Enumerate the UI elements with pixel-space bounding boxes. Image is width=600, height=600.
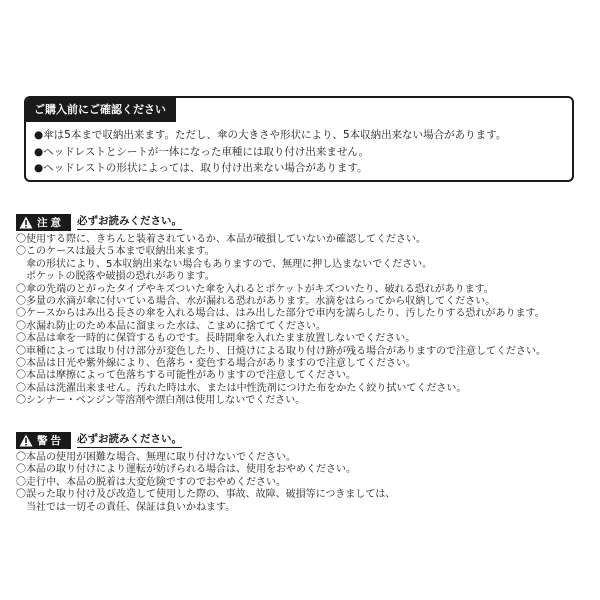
caution-label: 注意 <box>37 216 64 229</box>
caution-item: 〇シンナー・ベンジン等溶剤や漂白剤は使用しないでください。 <box>16 395 306 407</box>
caution-item: 〇本品は摩擦によって色落ちする可能性がありますので注意してください。 <box>16 370 356 382</box>
caution-item: 〇本品は日光や紫外線により、色落ち・変色する場合がありますので注意してください。 <box>16 358 416 370</box>
warning-item: 〇本品の取り付けにより運転が妨げられる場合は、使用をおやめください。 <box>16 464 356 476</box>
caution-item: 〇多量の水滴が傘に付いている場合、水が漏れる恐れがあります。水滴をはらってから収納してください。 <box>16 296 496 308</box>
caution-item: 〇本品は傘を一時的に保管するものです。長時間傘を入れたまま放置しないでください。 <box>16 333 416 345</box>
caution-item-continuation: ポケットの脱落や破損の恐れがあります。 <box>26 271 215 283</box>
warning-item: 〇本品の使用が困難な場合、無理に取り付けないでください。 <box>16 452 296 463</box>
caution-must-read: 必ずお読みください。 <box>77 214 182 230</box>
caution-list <box>16 234 590 408</box>
warning-label: 警告 <box>37 434 64 447</box>
caution-item: 〇ケースからはみ出る長さの傘を入れる場合は、はみ出した部分で車内を濡らしたり、汚したりする恐れがあります。 <box>16 308 545 320</box>
caution-item: 〇傘の先端のとがったタイプやキズついた傘を入れるとポケットがキズついたり、破れる恐れがあります。 <box>16 283 494 295</box>
caution-item: 〇車種によっては取り付け部分が変色したり、日焼けによる取り付け跡が残る場合がありますので注意してください。 <box>16 345 546 357</box>
caution-item: 〇本品は洗濯出来ません。汚れた時は水、または中性洗剤につけた布をかたく絞り拭いてください。 <box>16 382 467 394</box>
warning-triangle-icon <box>19 434 33 447</box>
warning-item: 〇走行中、本品の脱着は大変危険ですのでおやめください。 <box>16 476 286 488</box>
notice-item: ●ヘッドレストとシートが一体になった車種には取り付け出来ません。 <box>34 145 369 158</box>
notice-item: ●ヘッドレストの形状によっては、取り付け出来ない場合があります。 <box>34 162 368 174</box>
warning-must-read: 必ずお読みください。 <box>77 432 182 448</box>
caution-item-continuation: 傘の形状により、5本収納出来ない場合もありますので、無理に押し込まないでください。 <box>26 258 433 270</box>
pre-purchase-notice-list <box>34 127 568 177</box>
caution-section <box>16 212 590 408</box>
warning-header <box>16 430 590 450</box>
caution-item: 〇このケースは最大５本まで収納出来ます。 <box>16 246 215 258</box>
warning-item: 〇誤った取り付け及び改造して使用した際の、事故、故障、破損等につきましては、 <box>16 489 396 501</box>
warning-triangle-icon <box>19 216 33 229</box>
notice-item: ●傘は5本まで収納出来ます。ただし、傘の大きさや形状により、5本収納出来ない場合があります。 <box>34 129 507 141</box>
warning-label-box <box>16 432 71 449</box>
warning-list <box>16 452 590 514</box>
caution-item: 〇使用する際に、きちんと装着されているか、本品が破損していないか確認してください。 <box>16 234 426 245</box>
warning-section <box>16 430 590 514</box>
pre-purchase-notice-box <box>24 96 574 182</box>
pre-purchase-notice-title: ご購入前にご確認ください <box>26 98 176 122</box>
caution-header <box>16 212 590 232</box>
warning-item-continuation: 当社では一切その責任、保証は負いかねます。 <box>26 501 236 513</box>
caution-label-box <box>16 214 71 231</box>
caution-item: 〇水漏れ防止のため本品に溜まった水は、こまめに捨ててください。 <box>16 320 326 332</box>
